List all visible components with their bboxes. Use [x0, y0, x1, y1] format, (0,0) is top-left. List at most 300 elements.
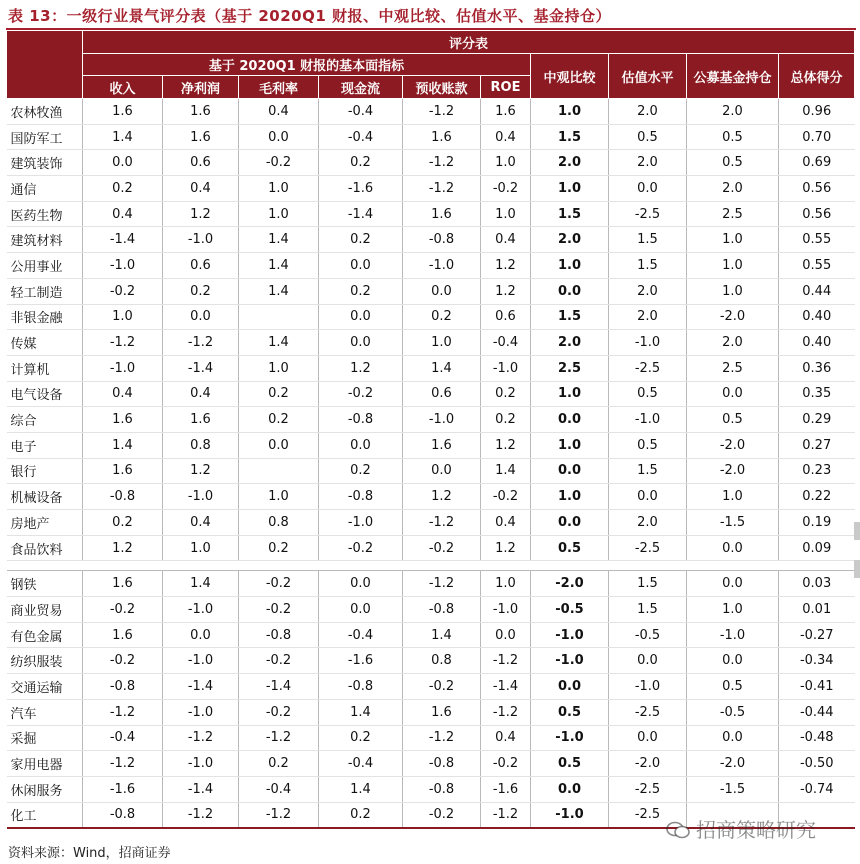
table-row [7, 355, 855, 381]
score-cell: -0.8 [403, 597, 481, 623]
score-cell: 0.70 [779, 124, 855, 150]
score-cell: 0.0 [687, 571, 779, 597]
score-cell: 0.5 [687, 674, 779, 700]
score-cell: 1.4 [163, 571, 239, 597]
score-cell: -1.4 [163, 674, 239, 700]
score-cell: 2.0 [687, 330, 779, 356]
score-cell: 0.0 [609, 648, 687, 674]
score-cell: 0.4 [83, 381, 163, 407]
industry-name: 综合 [7, 407, 83, 433]
score-cell: -0.4 [481, 330, 531, 356]
score-cell: 0.0 [531, 278, 609, 304]
table-row [7, 622, 855, 648]
score-cell: -1.0 [609, 674, 687, 700]
industry-name: 采掘 [7, 725, 83, 751]
score-cell: 1.6 [403, 432, 481, 458]
score-cell: 2.0 [531, 330, 609, 356]
table-body-bottom [7, 571, 855, 828]
score-cell: 0.4 [481, 124, 531, 150]
score-cell: 0.03 [779, 571, 855, 597]
score-cell: 0.55 [779, 253, 855, 279]
table-title: 表 13：一级行业景气评分表（基于 2020Q1 财报、中观比较、估值水平、基金持仓） [8, 7, 611, 25]
score-cell: -1.4 [163, 776, 239, 802]
score-cell: 0.0 [319, 304, 403, 330]
score-cell: 0.0 [319, 253, 403, 279]
score-cell: 0.8 [163, 432, 239, 458]
score-cell: -0.2 [83, 648, 163, 674]
score-cell: -0.48 [779, 725, 855, 751]
industry-name: 食品饮料 [7, 535, 83, 561]
score-cell: 0.0 [319, 432, 403, 458]
score-cell: -1.2 [163, 725, 239, 751]
score-cell: 1.0 [403, 330, 481, 356]
score-cell: 0.2 [83, 510, 163, 536]
score-cell: 0.40 [779, 330, 855, 356]
industry-name: 农林牧渔 [7, 99, 83, 125]
score-cell: 0.0 [609, 484, 687, 510]
industry-name: 有色金属 [7, 622, 83, 648]
header-gross-margin: 毛利率 [239, 76, 319, 99]
industry-name: 计算机 [7, 355, 83, 381]
score-cell: -0.5 [609, 622, 687, 648]
score-cell: 1.4 [403, 355, 481, 381]
score-cell: 0.2 [83, 176, 163, 202]
score-cell: -0.5 [687, 699, 779, 725]
score-cell: 1.0 [531, 484, 609, 510]
score-cell: 0.27 [779, 432, 855, 458]
score-cell: -1.0 [163, 648, 239, 674]
score-cell: 1.0 [531, 381, 609, 407]
table-body-top [7, 99, 855, 561]
score-cell: 0.5 [687, 124, 779, 150]
separator-row [7, 561, 855, 571]
score-cell: 2.5 [687, 201, 779, 227]
score-cell: 0.0 [531, 407, 609, 433]
industry-name: 国防军工 [7, 124, 83, 150]
table-row [7, 510, 855, 536]
score-cell: -0.8 [83, 802, 163, 828]
industry-name: 钢铁 [7, 571, 83, 597]
score-cell: 2.0 [609, 150, 687, 176]
score-cell: -0.5 [531, 597, 609, 623]
score-cell: -1.0 [163, 227, 239, 253]
score-cell: -2.0 [687, 751, 779, 777]
score-cell: 1.2 [481, 535, 531, 561]
score-cell: 1.5 [609, 253, 687, 279]
score-cell: 1.0 [239, 201, 319, 227]
industry-name: 电气设备 [7, 381, 83, 407]
score-cell: 1.6 [83, 407, 163, 433]
score-cell: 0.8 [239, 510, 319, 536]
score-cell: 2.0 [531, 150, 609, 176]
score-cell: -0.50 [779, 751, 855, 777]
score-cell: -0.2 [239, 571, 319, 597]
score-cell: 0.0 [531, 674, 609, 700]
score-cell: 2.5 [531, 355, 609, 381]
score-cell: 0.35 [779, 381, 855, 407]
score-cell: 1.0 [531, 253, 609, 279]
score-cell: 1.0 [687, 278, 779, 304]
score-cell: 1.0 [239, 176, 319, 202]
score-cell: 1.6 [83, 571, 163, 597]
score-cell: 0.36 [779, 355, 855, 381]
industry-name: 传媒 [7, 330, 83, 356]
score-cell: -1.2 [239, 802, 319, 828]
table-row [7, 597, 855, 623]
score-cell: 1.0 [239, 355, 319, 381]
score-cell: -1.0 [163, 597, 239, 623]
score-cell: 0.4 [163, 510, 239, 536]
score-cell: 0.4 [481, 510, 531, 536]
score-cell: 1.4 [239, 330, 319, 356]
table-row [7, 278, 855, 304]
score-cell: -0.2 [239, 648, 319, 674]
score-cell: 1.6 [481, 99, 531, 125]
score-cell: -1.2 [481, 648, 531, 674]
score-cell: -0.2 [239, 150, 319, 176]
score-cell: -1.2 [83, 751, 163, 777]
score-cell: -1.0 [609, 407, 687, 433]
score-cell: 1.5 [531, 201, 609, 227]
score-cell: 1.0 [481, 201, 531, 227]
score-cell: 0.4 [481, 725, 531, 751]
score-cell: -2.5 [609, 201, 687, 227]
score-cell: -0.8 [403, 751, 481, 777]
score-cell: -1.2 [481, 802, 531, 828]
industry-name: 汽车 [7, 699, 83, 725]
score-cell: 0.2 [319, 278, 403, 304]
table-row [7, 304, 855, 330]
score-cell: -0.8 [319, 407, 403, 433]
score-cell: 1.4 [481, 458, 531, 484]
industry-name: 休闲服务 [7, 776, 83, 802]
score-cell: -1.0 [319, 510, 403, 536]
industry-name: 房地产 [7, 510, 83, 536]
score-cell: 2.0 [609, 510, 687, 536]
score-cell: 1.0 [687, 253, 779, 279]
score-cell: 1.0 [531, 99, 609, 125]
score-cell: 0.2 [481, 407, 531, 433]
score-cell: -0.4 [319, 99, 403, 125]
score-cell: 0.09 [779, 535, 855, 561]
score-cell: 0.56 [779, 201, 855, 227]
table-row [7, 201, 855, 227]
table-row [7, 381, 855, 407]
score-cell: 0.0 [319, 571, 403, 597]
score-cell: 0.0 [163, 304, 239, 330]
score-cell: -0.44 [779, 699, 855, 725]
score-cell [239, 458, 319, 484]
score-cell: 2.5 [687, 355, 779, 381]
industry-name: 建筑材料 [7, 227, 83, 253]
score-cell: 1.6 [163, 124, 239, 150]
score-cell: -1.2 [83, 699, 163, 725]
industry-name: 建筑装饰 [7, 150, 83, 176]
score-cell: 0.6 [163, 150, 239, 176]
score-cell: -1.2 [403, 99, 481, 125]
table-separator [7, 561, 855, 571]
scroll-marker-1 [854, 522, 860, 540]
score-cell: -1.6 [481, 776, 531, 802]
score-cell: 0.8 [403, 648, 481, 674]
score-cell: 0.4 [163, 381, 239, 407]
header-total: 总体得分 [779, 54, 855, 99]
score-cell: -0.2 [239, 699, 319, 725]
industry-name: 交通运输 [7, 674, 83, 700]
watermark-text: 招商策略研究 [696, 818, 816, 842]
score-cell: 1.2 [163, 201, 239, 227]
score-cell: -1.4 [83, 227, 163, 253]
score-cell: 0.0 [403, 458, 481, 484]
score-cell: -0.4 [319, 124, 403, 150]
industry-name: 轻工制造 [7, 278, 83, 304]
score-cell: -1.0 [83, 355, 163, 381]
score-cell: 0.5 [687, 407, 779, 433]
score-cell [239, 304, 319, 330]
score-cell: 0.0 [687, 648, 779, 674]
score-cell: 1.2 [163, 458, 239, 484]
industry-name: 家用电器 [7, 751, 83, 777]
score-cell: -2.5 [609, 535, 687, 561]
score-cell: -1.2 [239, 725, 319, 751]
score-cell: -0.2 [403, 674, 481, 700]
score-cell: 0.5 [531, 751, 609, 777]
industry-name: 非银金融 [7, 304, 83, 330]
score-cell: -1.6 [319, 176, 403, 202]
score-cell: 0.4 [163, 176, 239, 202]
score-cell: 1.2 [403, 484, 481, 510]
score-cell: 0.0 [163, 622, 239, 648]
score-cell: 0.2 [239, 535, 319, 561]
score-table [6, 30, 855, 829]
score-cell: 0.2 [239, 407, 319, 433]
score-cell: 1.0 [481, 150, 531, 176]
score-cell: -1.0 [403, 407, 481, 433]
industry-name: 化工 [7, 802, 83, 828]
header-fundamentals: 基于 2020Q1 财报的基本面指标 [83, 54, 531, 76]
industry-name: 通信 [7, 176, 83, 202]
score-cell: -0.2 [481, 176, 531, 202]
table-row [7, 124, 855, 150]
table-row [7, 432, 855, 458]
score-cell: 1.6 [83, 458, 163, 484]
score-cell: -0.8 [83, 674, 163, 700]
table-row [7, 725, 855, 751]
score-cell: -1.0 [609, 330, 687, 356]
table-row [7, 699, 855, 725]
score-cell: 1.2 [319, 355, 403, 381]
score-cell: 0.2 [239, 751, 319, 777]
score-cell: -0.74 [779, 776, 855, 802]
score-cell: 0.0 [239, 124, 319, 150]
score-cell: -0.8 [83, 484, 163, 510]
score-cell: 1.4 [239, 253, 319, 279]
table-row [7, 99, 855, 125]
score-cell: 0.0 [609, 176, 687, 202]
score-cell: -2.0 [531, 571, 609, 597]
score-cell: 2.0 [687, 176, 779, 202]
score-cell: 0.0 [403, 278, 481, 304]
score-cell: 0.0 [531, 458, 609, 484]
score-cell: -1.0 [163, 484, 239, 510]
score-cell: 1.0 [687, 484, 779, 510]
score-cell: -2.5 [609, 355, 687, 381]
score-cell: 1.4 [319, 699, 403, 725]
header-net-profit: 净利润 [163, 76, 239, 99]
score-cell: 0.22 [779, 484, 855, 510]
header-corner [7, 31, 83, 99]
score-cell: -1.6 [319, 648, 403, 674]
score-cell: -2.0 [687, 432, 779, 458]
score-cell: 1.6 [83, 99, 163, 125]
score-cell: 0.2 [481, 381, 531, 407]
score-cell: 0.5 [609, 124, 687, 150]
score-cell: 2.0 [609, 278, 687, 304]
score-cell: 0.6 [163, 253, 239, 279]
score-cell: -0.2 [481, 484, 531, 510]
table-row [7, 484, 855, 510]
score-cell: 2.0 [687, 99, 779, 125]
score-cell: -2.5 [609, 802, 687, 828]
score-cell: 0.5 [531, 535, 609, 561]
score-cell: 0.0 [687, 535, 779, 561]
score-cell: 1.2 [83, 535, 163, 561]
score-cell: 1.4 [83, 432, 163, 458]
score-cell: 0.23 [779, 458, 855, 484]
score-cell: -1.0 [531, 648, 609, 674]
score-cell: 1.4 [403, 622, 481, 648]
score-cell: 0.0 [531, 510, 609, 536]
score-cell: 1.0 [687, 597, 779, 623]
score-cell: -0.2 [319, 535, 403, 561]
score-cell: 0.01 [779, 597, 855, 623]
score-cell: -1.2 [403, 725, 481, 751]
score-cell: 1.6 [403, 699, 481, 725]
score-cell: 0.44 [779, 278, 855, 304]
score-cell: -0.2 [481, 751, 531, 777]
score-cell: 1.5 [609, 227, 687, 253]
score-cell: 0.0 [481, 622, 531, 648]
score-cell: -1.2 [403, 510, 481, 536]
score-cell: -0.8 [403, 776, 481, 802]
score-cell: 0.0 [319, 330, 403, 356]
header-group-title: 评分表 [83, 31, 855, 54]
industry-name: 电子 [7, 432, 83, 458]
score-cell: 1.0 [687, 227, 779, 253]
score-cell: -0.2 [403, 535, 481, 561]
score-cell: 0.0 [239, 432, 319, 458]
score-cell: 1.6 [83, 622, 163, 648]
header-fund: 公募基金持仓 [687, 54, 779, 99]
score-cell: 1.5 [609, 571, 687, 597]
score-cell: -0.2 [319, 381, 403, 407]
source-note: 资料来源：Wind，招商证券 [8, 846, 171, 861]
score-cell: -1.0 [163, 699, 239, 725]
score-cell: 0.4 [83, 201, 163, 227]
score-cell: 1.6 [403, 201, 481, 227]
score-cell: -0.2 [83, 278, 163, 304]
score-cell: 1.0 [531, 432, 609, 458]
watermark [666, 814, 816, 843]
score-cell: 1.5 [531, 124, 609, 150]
score-cell: 0.2 [163, 278, 239, 304]
score-cell: 0.56 [779, 176, 855, 202]
score-cell: 0.5 [609, 432, 687, 458]
score-cell: -2.5 [609, 776, 687, 802]
score-cell: 0.0 [687, 381, 779, 407]
score-cell: -0.8 [319, 674, 403, 700]
score-cell: -0.4 [319, 622, 403, 648]
score-cell: -0.8 [403, 227, 481, 253]
score-cell: 0.69 [779, 150, 855, 176]
score-cell: 0.96 [779, 99, 855, 125]
score-cell: -1.2 [83, 330, 163, 356]
header-roe: ROE [481, 76, 531, 99]
score-cell: 0.29 [779, 407, 855, 433]
score-cell: -1.4 [239, 674, 319, 700]
score-cell: -1.0 [403, 253, 481, 279]
score-cell: 2.0 [609, 99, 687, 125]
score-cell: -1.5 [687, 776, 779, 802]
score-cell: 1.0 [83, 304, 163, 330]
score-cell: -1.2 [163, 802, 239, 828]
score-cell: -2.0 [687, 458, 779, 484]
score-cell: -0.27 [779, 622, 855, 648]
score-cell: 0.40 [779, 304, 855, 330]
score-cell: -2.0 [687, 304, 779, 330]
score-cell: -1.0 [531, 622, 609, 648]
table-row [7, 571, 855, 597]
score-cell: 0.5 [531, 699, 609, 725]
scroll-marker-2 [854, 560, 860, 578]
score-cell: 0.5 [687, 150, 779, 176]
industry-name: 机械设备 [7, 484, 83, 510]
table-row [7, 176, 855, 202]
score-cell: -1.0 [481, 355, 531, 381]
table-row [7, 227, 855, 253]
score-cell: 1.6 [163, 99, 239, 125]
score-cell: -0.4 [239, 776, 319, 802]
score-cell: 1.4 [239, 278, 319, 304]
score-cell: 0.5 [609, 381, 687, 407]
score-cell: -1.2 [481, 699, 531, 725]
score-cell: 1.4 [83, 124, 163, 150]
score-cell: -0.8 [319, 484, 403, 510]
score-cell: 0.6 [481, 304, 531, 330]
score-cell: 1.6 [403, 124, 481, 150]
score-cell: 2.0 [531, 227, 609, 253]
score-cell: 1.2 [481, 278, 531, 304]
table-row [7, 751, 855, 777]
table-row [7, 458, 855, 484]
score-cell: -1.0 [163, 751, 239, 777]
score-cell: -1.2 [163, 330, 239, 356]
score-cell: -1.2 [403, 571, 481, 597]
table-row [7, 150, 855, 176]
industry-name: 银行 [7, 458, 83, 484]
score-cell: -2.0 [609, 751, 687, 777]
table-row [7, 535, 855, 561]
score-cell: 1.5 [609, 458, 687, 484]
score-cell: 0.2 [319, 802, 403, 828]
score-cell: 1.0 [239, 484, 319, 510]
score-cell: 1.0 [481, 571, 531, 597]
industry-name: 商业贸易 [7, 597, 83, 623]
score-cell: -0.2 [403, 802, 481, 828]
industry-name: 纺织服装 [7, 648, 83, 674]
table-row [7, 253, 855, 279]
score-cell: 0.0 [319, 597, 403, 623]
